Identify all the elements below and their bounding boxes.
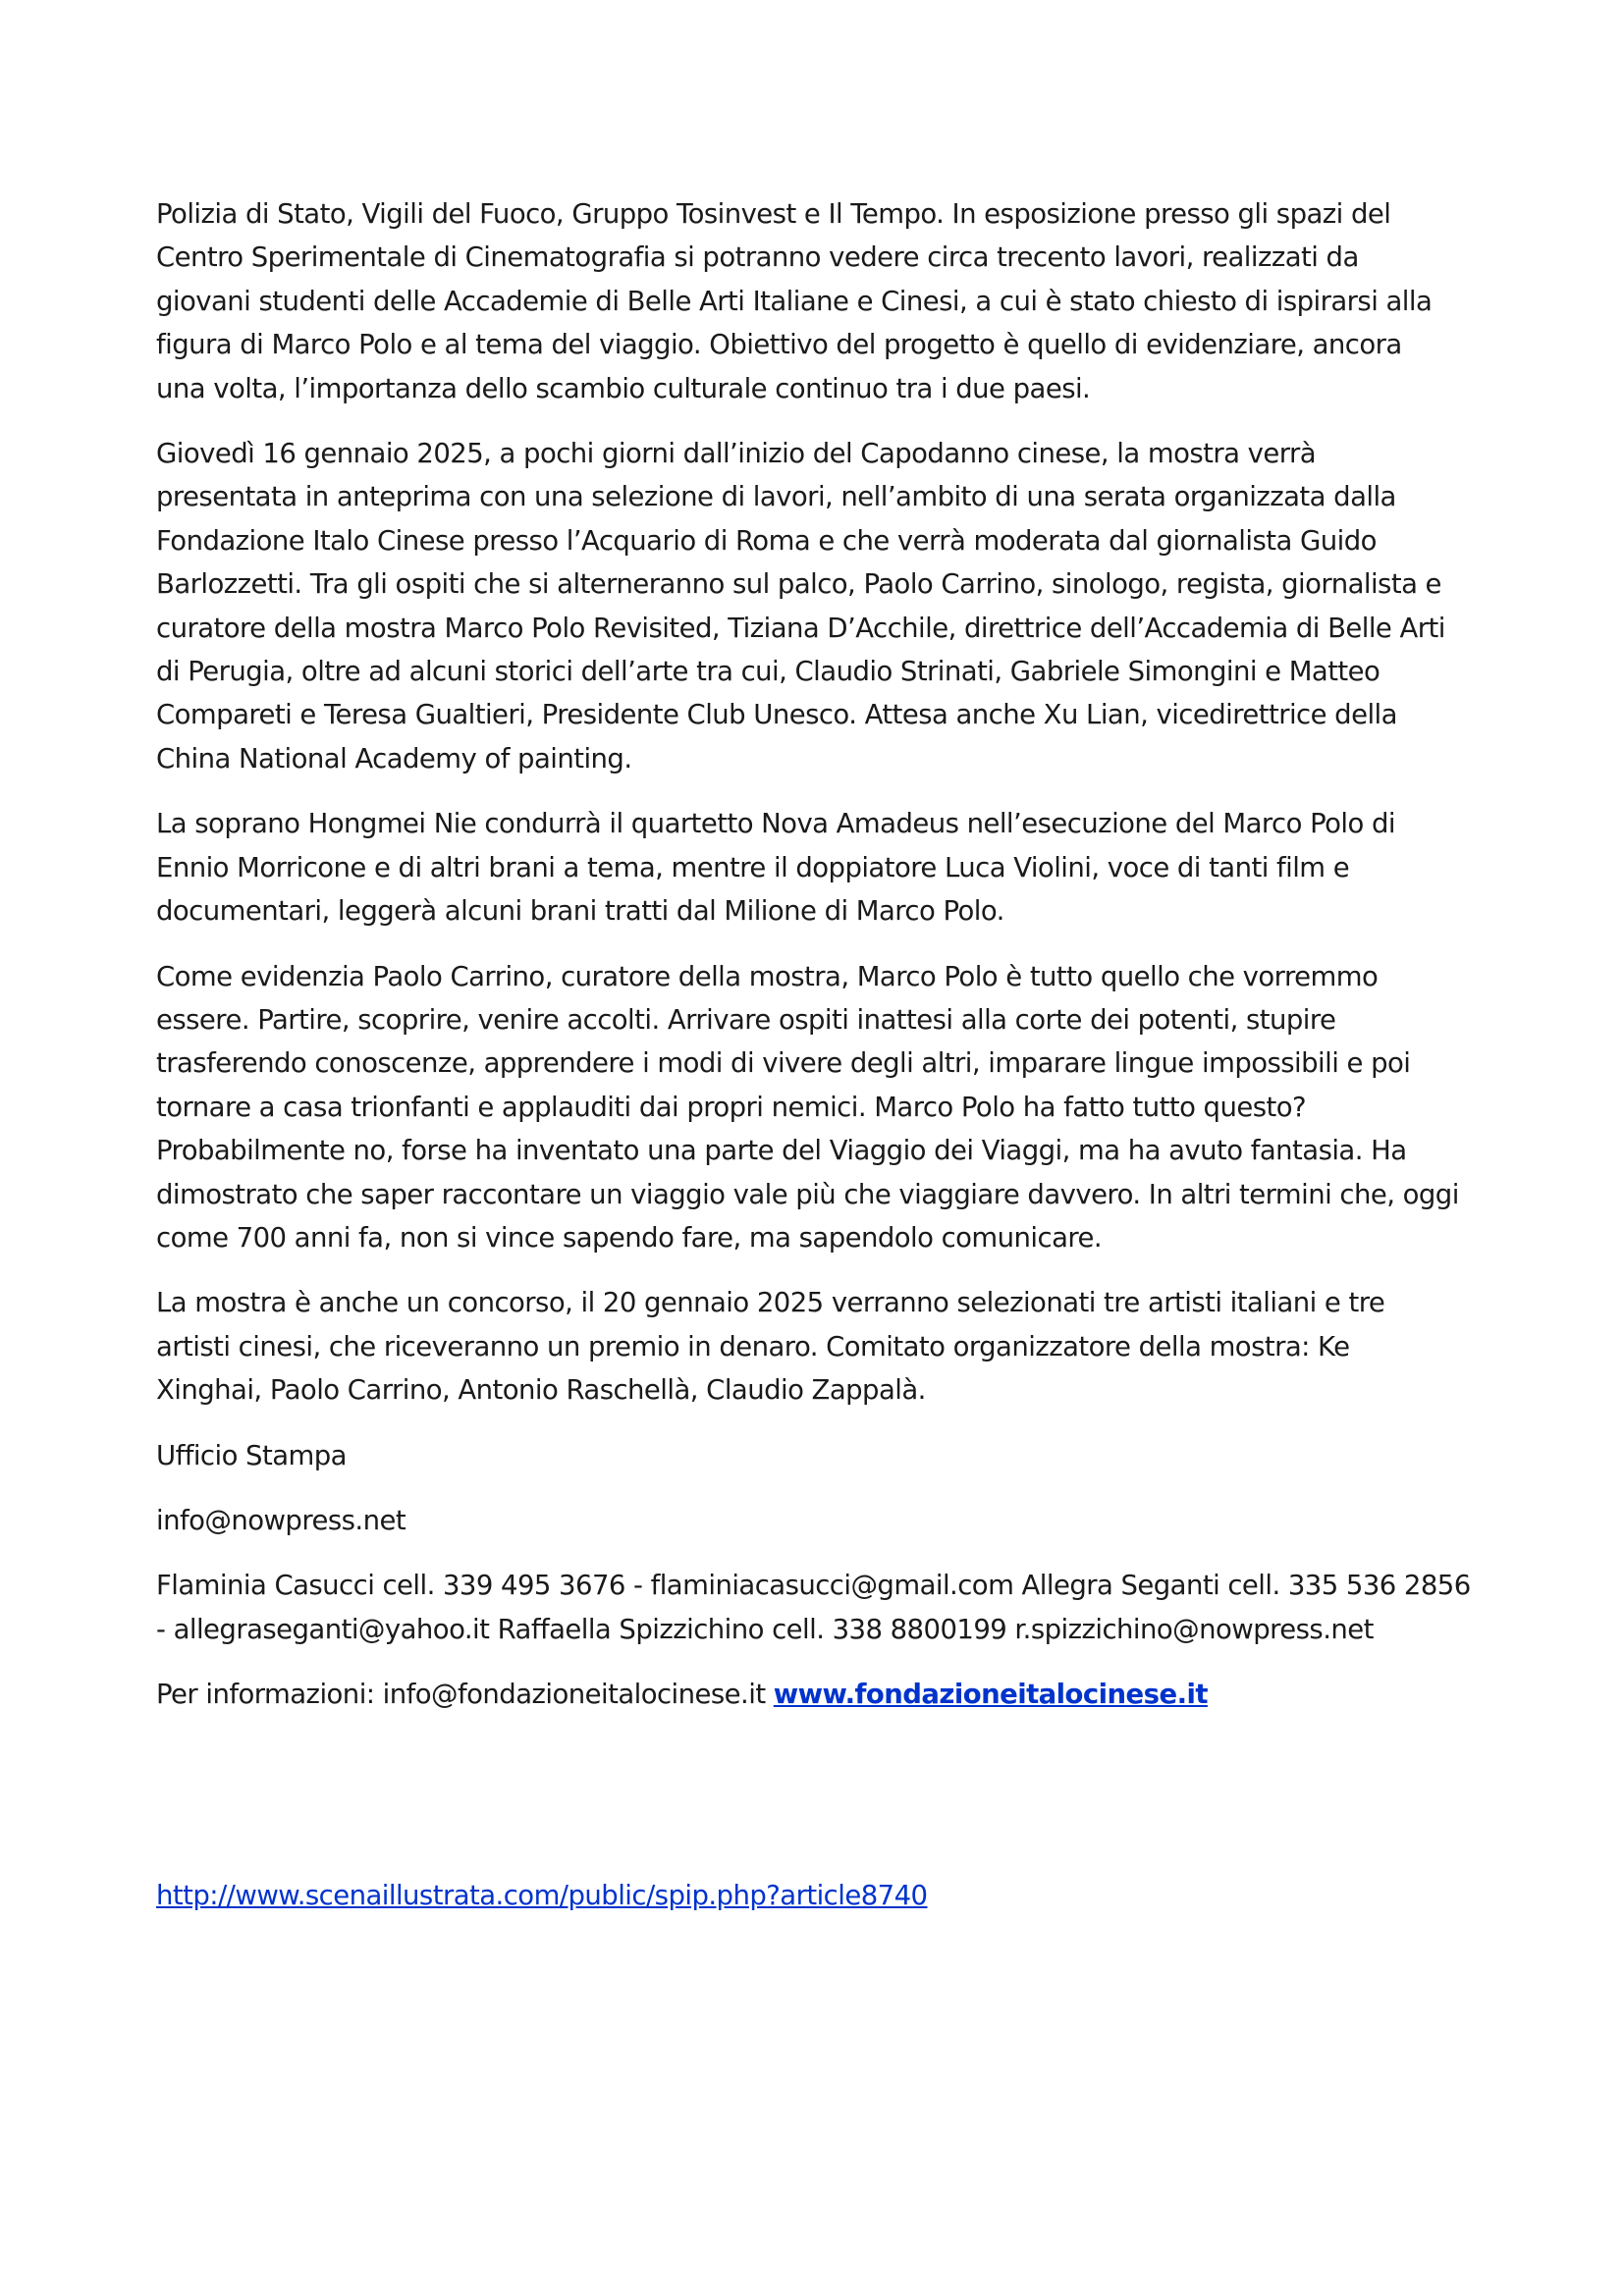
paragraph-press-contacts <box>156 1564 1482 1651</box>
text-line: essere. Partire, scoprire, venire accolti. Arrivare ospiti inattesi alla corte dei potenti, stupire <box>156 1003 1336 1036</box>
text-line: giovani studenti delle Accademie di Belle Arti Italiane e Cinesi, a cui è stato chiesto di ispirarsi alla <box>156 285 1433 317</box>
text-line: Compareti e Teresa Gualtieri, Presidente Club Unesco. Attesa anche Xu Lian, vicedirettrice della <box>156 699 1397 731</box>
text-line: una volta, l’importanza dello scambio culturale continuo tra i due paesi. <box>156 372 1091 404</box>
text-line: Flaminia Casucci cell. 339 495 3676 - flaminiacasucci@gmail.com Allegra Seganti cell. 335 536 2856 <box>156 1570 1471 1602</box>
text-line: trasferendo conoscenze, apprendere i modi di vivere degli altri, imparare lingue impossibili e poi <box>156 1047 1411 1080</box>
paragraph-press-email <box>156 1499 1482 1542</box>
paragraph-music-performance <box>156 802 1482 933</box>
text-line: Ennio Morricone e di altri brani a tema, mentre il doppiatore Luca Violini, voce di tanti film e <box>156 851 1350 883</box>
text-line: Barlozzetti. Tra gli ospiti che si alterneranno sul palco, Paolo Carrino, sinologo, regista, giornalista e <box>156 568 1441 601</box>
source-url-link[interactable]: http://www.scenaillustrata.com/public/spip.php?article8740 <box>156 1880 928 1911</box>
text-line: Centro Sperimentale di Cinematografia si potranno vedere circa trecento lavori, realizzati da <box>156 241 1359 274</box>
text-line: - allegraseganti@yahoo.it Raffaella Spizzichino cell. 338 8800199 r.spizzichino@nowpress.net <box>156 1613 1374 1645</box>
text-line: Ufficio Stampa <box>156 1439 347 1471</box>
text-line: China National Academy of painting. <box>156 742 632 774</box>
paragraph-preview-evening <box>156 432 1482 780</box>
paragraph-info <box>156 1673 1482 1716</box>
text-line: info@nowpress.net <box>156 1504 406 1536</box>
text-line: Xinghai, Paolo Carrino, Antonio Raschellà, Claudio Zappalà. <box>156 1374 926 1407</box>
info-line <box>156 1673 1482 1716</box>
foundation-website-link[interactable]: www.fondazioneitalocinese.it <box>773 1679 1208 1711</box>
paragraph-exhibition-intro <box>156 192 1482 410</box>
text-line: dimostrato che saper raccontare un viaggio vale più che viaggiare davvero. In altri termini che, oggi <box>156 1178 1459 1210</box>
paragraph-competition <box>156 1281 1482 1412</box>
text-line: Probabilmente no, forse ha inventato una parte del Viaggio dei Viaggi, ma ha avuto fantasia. Ha <box>156 1135 1407 1167</box>
source-url-container <box>156 1874 928 1917</box>
text-line: Polizia di Stato, Vigili del Fuoco, Gruppo Tosinvest e Il Tempo. In esposizione presso gli spazi del <box>156 198 1391 230</box>
text-line: documentari, leggerà alcuni brani tratti dal Milione di Marco Polo. <box>156 895 1004 928</box>
text-line: artisti cinesi, che riceveranno un premio in denaro. Comitato organizzatore della mostra: Ke <box>156 1330 1350 1362</box>
text-line: figura di Marco Polo e al tema del viaggio. Obiettivo del progetto è quello di evidenziare, ancora <box>156 329 1402 361</box>
text-line: di Perugia, oltre ad alcuni storici dell’arte tra cui, Claudio Strinati, Gabriele Simongini e Matteo <box>156 656 1380 688</box>
text-line: presentata in anteprima con una selezione di lavori, nell’ambito di una serata organizzata dalla <box>156 481 1396 513</box>
text-line: Giovedì 16 gennaio 2025, a pochi giorni dall’inizio del Capodanno cinese, la mostra verrà <box>156 438 1317 470</box>
text-line: come 700 anni fa, non si vince sapendo fare, ma sapendolo comunicare. <box>156 1221 1103 1254</box>
paragraph-curator-quote <box>156 955 1482 1260</box>
info-prefix: Per informazioni: info@fondazioneitalocinese.it <box>156 1679 774 1711</box>
document-body <box>156 192 1482 1738</box>
text-line: Come evidenzia Paolo Carrino, curatore della mostra, Marco Polo è tutto quello che vorremmo <box>156 960 1379 992</box>
text-line: La mostra è anche un concorso, il 20 gennaio 2025 verranno selezionati tre artisti italiani e tre <box>156 1287 1385 1319</box>
text-line: tornare a casa trionfanti e applauditi dai propri nemici. Marco Polo ha fatto tutto questo? <box>156 1091 1307 1123</box>
text-line: curatore della mostra Marco Polo Revisited, Tiziana D’Acchile, direttrice dell’Accademia di Belle Arti <box>156 612 1445 644</box>
text-line: La soprano Hongmei Nie condurrà il quartetto Nova Amadeus nell’esecuzione del Marco Polo di <box>156 808 1395 840</box>
paragraph-press-office <box>156 1434 1482 1477</box>
text-line: Fondazione Italo Cinese presso l’Acquario di Roma e che verrà moderata dal giornalista Guido <box>156 524 1377 557</box>
